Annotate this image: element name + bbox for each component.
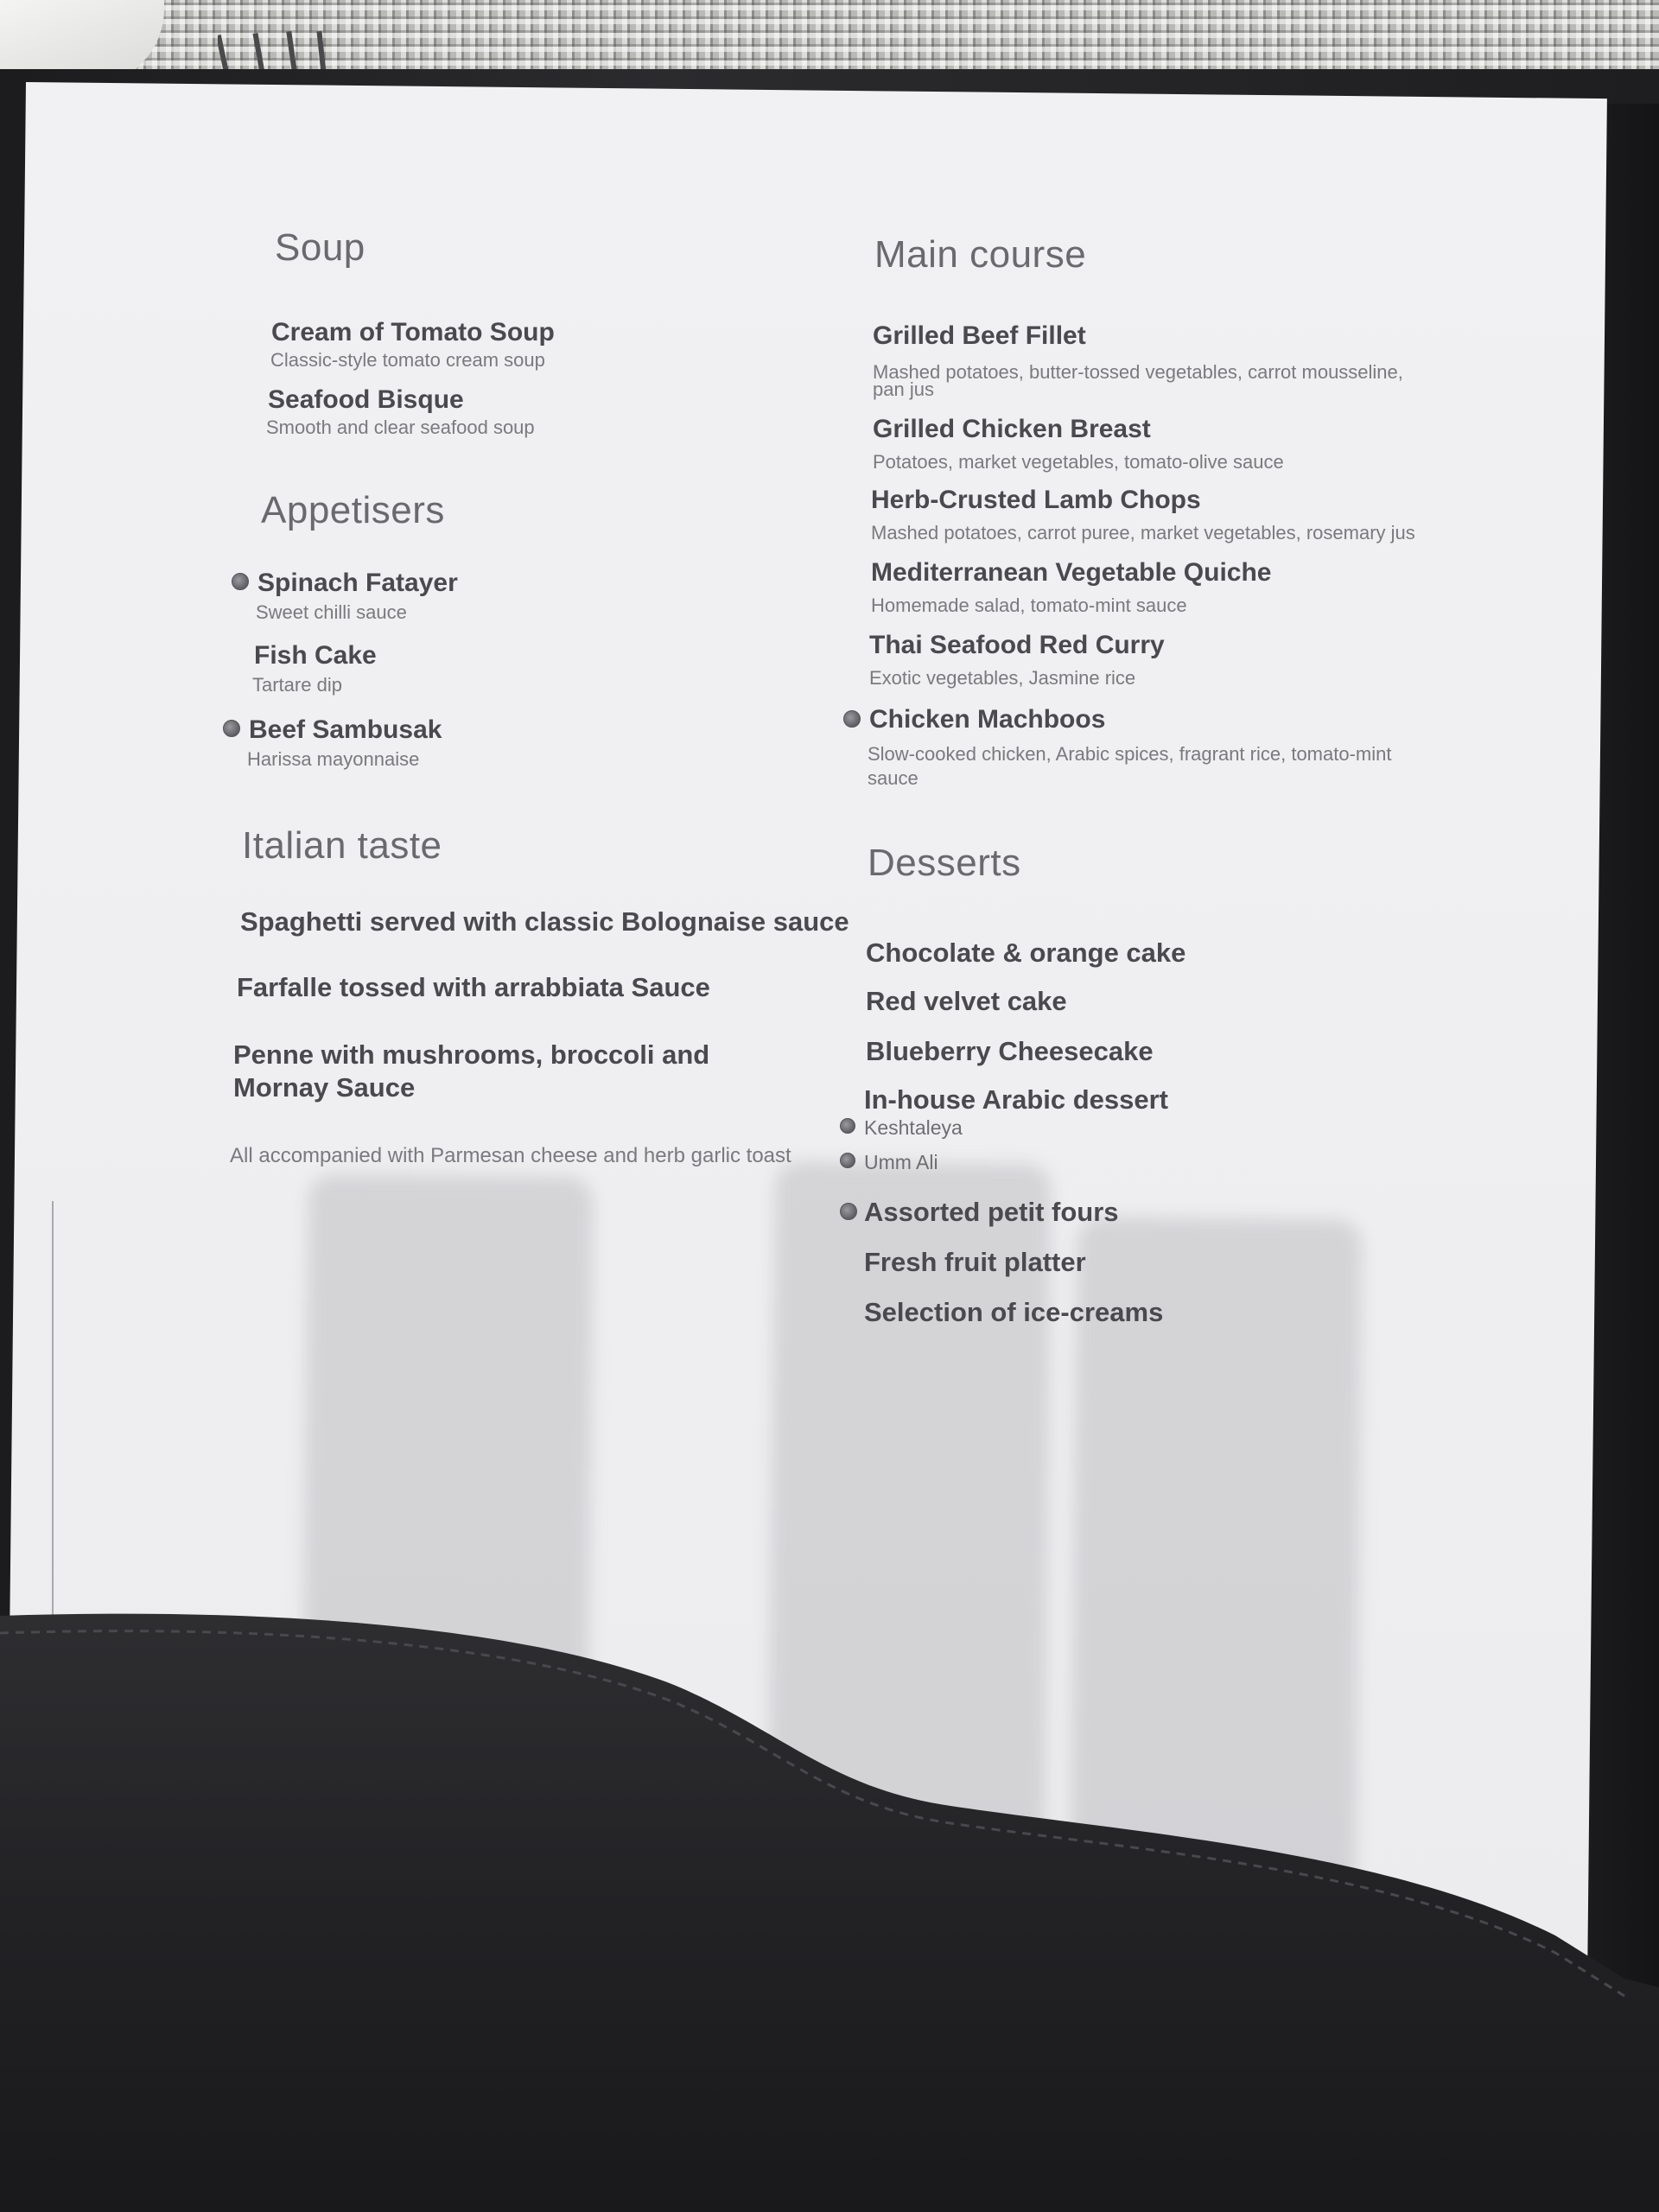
leather-pocket-shape	[0, 1607, 1659, 2212]
menu-item-name: Herb-Crusted Lamb Chops	[871, 486, 1201, 514]
menu-item-name: In-house Arabic dessert	[864, 1084, 1169, 1115]
regional-dish-dot-icon	[223, 720, 240, 737]
menu-item-name: Farfalle tossed with arrabbiata Sauce	[237, 972, 710, 1002]
menu-item-description: Exotic vegetables, Jasmine rice	[869, 667, 1136, 689]
menu-item-name: Red velvet cake	[866, 986, 1067, 1016]
dessert-sub-item: Keshtaleya	[864, 1116, 963, 1139]
menu-item-description: Mashed potatoes, butter-tossed vegetables, carrot mousseline,	[873, 361, 1403, 383]
menu-item-name: Grilled Beef Fillet	[873, 321, 1086, 350]
menu-item-name: Assorted petit fours	[864, 1197, 1119, 1227]
menu-item-description: sauce	[868, 767, 918, 789]
menu-item-description: pan jus	[873, 378, 934, 400]
menu-item-name: Selection of ice-creams	[864, 1297, 1164, 1327]
regional-dish-dot-icon	[840, 1203, 857, 1220]
leather-pocket	[0, 1607, 1659, 2212]
menu-item-name: Mediterranean Vegetable Quiche	[871, 558, 1272, 587]
menu-item-description: Homemade salad, tomato-mint sauce	[871, 594, 1187, 616]
regional-dish-dot-icon	[840, 1153, 855, 1168]
menu-item-name: Seafood Bisque	[268, 385, 464, 414]
menu-item-name: Chicken Machboos	[869, 705, 1106, 734]
menu-item-description: Sweet chilli sauce	[256, 601, 407, 623]
soup-heading: Soup	[275, 226, 365, 269]
menu-item-name: Grilled Chicken Breast	[873, 415, 1151, 443]
menu-item-name: Spaghetti served with classic Bolognaise sauce	[240, 906, 849, 937]
menu-item-name: Thai Seafood Red Curry	[869, 631, 1165, 659]
menu-item-description: Tartare dip	[252, 674, 342, 696]
regional-dish-dot-icon	[840, 1118, 855, 1134]
menu-item-name: Fresh fruit platter	[864, 1247, 1086, 1277]
menu-item-name: Spinach Fatayer	[257, 569, 458, 597]
desserts-heading: Desserts	[868, 842, 1021, 884]
menu-item-name: Fish Cake	[254, 641, 377, 670]
menu-item-description: Harissa mayonnaise	[247, 748, 420, 770]
menu-item-name: Chocolate & orange cake	[866, 938, 1186, 968]
regional-dish-dot-icon	[843, 710, 861, 728]
italian-heading: Italian taste	[242, 824, 442, 867]
main-course-heading: Main course	[874, 233, 1087, 276]
menu-item-description: Smooth and clear seafood soup	[266, 416, 535, 438]
menu-item-description: Mashed potatoes, carrot puree, market vegetables, rosemary jus	[871, 522, 1415, 543]
italian-note: All accompanied with Parmesan cheese and herb garlic toast	[230, 1144, 791, 1167]
menu-item-name: Blueberry Cheesecake	[866, 1036, 1154, 1066]
paper-fold-line	[52, 1201, 54, 1616]
menu-item-name: Cream of Tomato Soup	[271, 318, 555, 346]
menu-item-name: Beef Sambusak	[249, 715, 442, 744]
dessert-sub-item: Umm Ali	[864, 1151, 938, 1173]
appetisers-heading: Appetisers	[261, 489, 445, 531]
regional-dish-dot-icon	[232, 573, 249, 590]
menu-item-description: Potatoes, market vegetables, tomato-olive sauce	[873, 451, 1284, 473]
menu-item-description: Slow-cooked chicken, Arabic spices, fragrant rice, tomato-mint	[868, 743, 1392, 765]
menu-item-name: Penne with mushrooms, broccoli and Mornay Sauce	[233, 1039, 710, 1103]
menu-item-description: Classic-style tomato cream soup	[270, 349, 545, 371]
